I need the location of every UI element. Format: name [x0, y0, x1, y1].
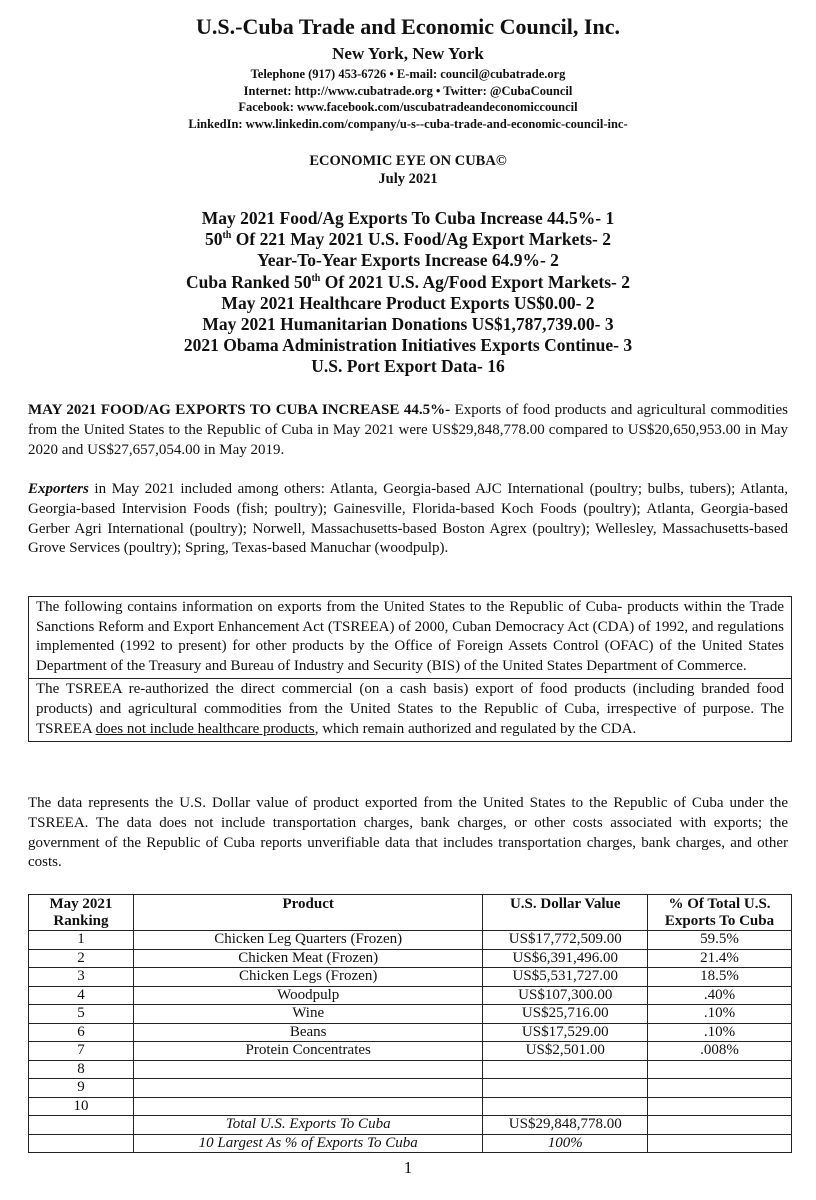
- page-number: 1: [403, 1158, 413, 1177]
- org-name: U.S.-Cuba Trade and Economic Council, Inc.: [196, 14, 620, 39]
- rank-cell: 1: [29, 931, 134, 950]
- rank-cell: 3: [29, 968, 134, 987]
- table-row: [29, 949, 792, 968]
- table-row: [29, 1079, 792, 1098]
- table-row: [29, 1005, 792, 1024]
- org-city: New York, New York: [332, 44, 484, 63]
- contact-block: [0, 66, 816, 132]
- value-cell: [483, 1097, 648, 1116]
- percent-cell: [648, 1079, 792, 1098]
- table-row: [29, 968, 792, 987]
- publication-heading: [0, 152, 816, 188]
- largest-share-value: 100%: [483, 1134, 648, 1153]
- rank-cell: 10: [29, 1097, 134, 1116]
- toc-item: May 2021 Healthcare Product Exports US$0.00- 2: [221, 292, 595, 313]
- value-cell: US$6,391,496.00: [483, 949, 648, 968]
- table-row: [29, 931, 792, 950]
- exporters-paragraph: [28, 480, 788, 559]
- exporters-label: Exporters: [28, 481, 89, 497]
- product-cell: Woodpulp: [133, 986, 483, 1005]
- publication-date: July 2021: [378, 171, 438, 187]
- toc-item: U.S. Port Export Data- 16: [311, 356, 505, 377]
- table-row: [29, 1023, 792, 1042]
- article-lead-paragraph: [28, 401, 788, 460]
- info-box-section-2: The TSREEA re-authorized the direct commercial (on a cash basis) export of food products (including branded food products) and agricultural commodities from the United States to the Republic of Cuba, irrespective of purpose. The TSREEA does not include healthcare products, which remain authorized and regulated by the CDA.: [29, 678, 791, 741]
- value-cell: US$2,501.00: [483, 1042, 648, 1061]
- rank-cell: 8: [29, 1060, 134, 1079]
- largest-share-row: [29, 1134, 792, 1153]
- data-note-paragraph: The data represents the U.S. Dollar value of product exported from the United States to the Republic of Cuba under the TSREEA. The data does not include transportation charges, bank charges, or other costs associated with exports; the government of the Republic of Cuba reports unverifiable data that includes transportation charges, bank charges, and other costs.: [28, 795, 788, 871]
- product-cell: Chicken Meat (Frozen): [133, 949, 483, 968]
- percent-cell: .10%: [648, 1005, 792, 1024]
- healthcare-exclusion-text: does not include healthcare products: [95, 720, 315, 737]
- product-cell: [133, 1079, 483, 1098]
- table-row: [29, 1097, 792, 1116]
- contact-internet-twitter: Internet: http://www.cubatrade.org • Twitter: @CubaCouncil: [243, 83, 573, 98]
- rank-cell: 5: [29, 1005, 134, 1024]
- percent-cell: 59.5%: [648, 931, 792, 950]
- header-dollar-value: U.S. Dollar Value: [483, 895, 648, 931]
- article-headline: MAY 2021 FOOD/AG EXPORTS TO CUBA INCREASE 44.5%-: [28, 402, 451, 418]
- rank-cell: 9: [29, 1079, 134, 1098]
- header-percent-total: % Of Total U.S. Exports To Cuba: [648, 895, 792, 931]
- product-cell: Wine: [133, 1005, 483, 1024]
- total-row: [29, 1116, 792, 1135]
- percent-cell: .10%: [648, 1023, 792, 1042]
- product-cell: Chicken Legs (Frozen): [133, 968, 483, 987]
- largest-share-label: 10 Largest As % of Exports To Cuba: [133, 1134, 483, 1153]
- product-cell: Beans: [133, 1023, 483, 1042]
- toc-item: 2021 Obama Administration Initiatives Exports Continue- 3: [183, 335, 633, 356]
- percent-cell: .008%: [648, 1042, 792, 1061]
- table-of-contents: [0, 208, 816, 378]
- value-cell: US$107,300.00: [483, 986, 648, 1005]
- percent-cell: [648, 1060, 792, 1079]
- contact-facebook: Facebook: www.facebook.com/uscubatradeandeconomiccouncil: [238, 100, 578, 114]
- rank-cell: 2: [29, 949, 134, 968]
- percent-cell: .40%: [648, 986, 792, 1005]
- total-value: US$29,848,778.00: [483, 1116, 648, 1135]
- value-cell: [483, 1079, 648, 1098]
- value-cell: US$25,716.00: [483, 1005, 648, 1024]
- publication-title: ECONOMIC EYE ON CUBA©: [309, 153, 507, 169]
- product-cell: Chicken Leg Quarters (Frozen): [133, 931, 483, 950]
- product-cell: Protein Concentrates: [133, 1042, 483, 1061]
- info-box-section-1: The following contains information on exports from the United States to the Republic of Cuba- products within the Trade Sanctions Reform and Export Enhancement Act (TSREEA) of 2000, Cuban Democracy Act (CDA) of 1992, and regulations implemented (1992 to present) for other products by the Office of Foreign Assets Control (OFAC) of the United States Department of the Treasury and Bureau of Industry and Security (BIS) of the United States Department of Commerce.: [36, 599, 784, 674]
- table-row: [29, 1042, 792, 1061]
- percent-cell: 18.5%: [648, 968, 792, 987]
- product-cell: [133, 1060, 483, 1079]
- toc-item: May 2021 Food/Ag Exports To Cuba Increase 44.5%- 1: [201, 208, 615, 228]
- rank-cell: 4: [29, 986, 134, 1005]
- header-ranking: May 2021 Ranking: [29, 895, 134, 931]
- article-lead-text: Exports of food products and agricultural commodities from the United States to the Republic of Cuba in May 2021 were US$29,848,778.00 compared to US$20,650,953.00 in May 2020 and US$27,657,054.00 in May 2019.: [28, 402, 788, 458]
- table-row: [29, 986, 792, 1005]
- value-cell: US$5,531,727.00: [483, 968, 648, 987]
- header-product: Product: [133, 895, 483, 931]
- percent-cell: 21.4%: [648, 949, 792, 968]
- rank-cell: 7: [29, 1042, 134, 1061]
- contact-phone-email: Telephone (917) 453-6726 • E-mail: council@cubatrade.org: [250, 67, 566, 81]
- value-cell: US$17,529.00: [483, 1023, 648, 1042]
- toc-item: May 2021 Humanitarian Donations US$1,787,739.00- 3: [202, 314, 614, 335]
- rank-cell: 6: [29, 1023, 134, 1042]
- percent-cell: [648, 1097, 792, 1116]
- contact-linkedin: LinkedIn: www.linkedin.com/company/u-s--cuba-trade-and-economic-council-inc-: [188, 116, 628, 131]
- value-cell: [483, 1060, 648, 1079]
- total-label: Total U.S. Exports To Cuba: [133, 1116, 483, 1135]
- toc-item: Year-To-Year Exports Increase 64.9%- 2: [257, 250, 559, 271]
- product-cell: [133, 1097, 483, 1116]
- value-cell: US$17,772,509.00: [483, 931, 648, 950]
- info-box: [28, 596, 792, 742]
- table-header-row: [29, 895, 792, 931]
- toc-item: Cuba Ranked 50th Of 2021 U.S. Ag/Food Export Markets- 2: [185, 271, 631, 292]
- exports-table: [28, 894, 792, 1153]
- toc-item: 50th Of 221 May 2021 U.S. Food/Ag Export Markets- 2: [204, 229, 612, 250]
- table-row: [29, 1060, 792, 1079]
- exporters-text: in May 2021 included among others: Atlanta, Georgia-based AJC International (poultry; bulbs, tubers); Atlanta, Georgia-based Intervision Foods (fish; poultry); Gainesville, Florida-based Koch Foods (poultry); Atlanta, Georgia-based Gerber Agri International (poultry); Norwell, Massachusetts-based Boston Agrex (poultry); Wellesley, Massachusetts-based Grove Services (poultry); Spring, Texas-based Manuchar (woodpulp).: [28, 481, 788, 557]
